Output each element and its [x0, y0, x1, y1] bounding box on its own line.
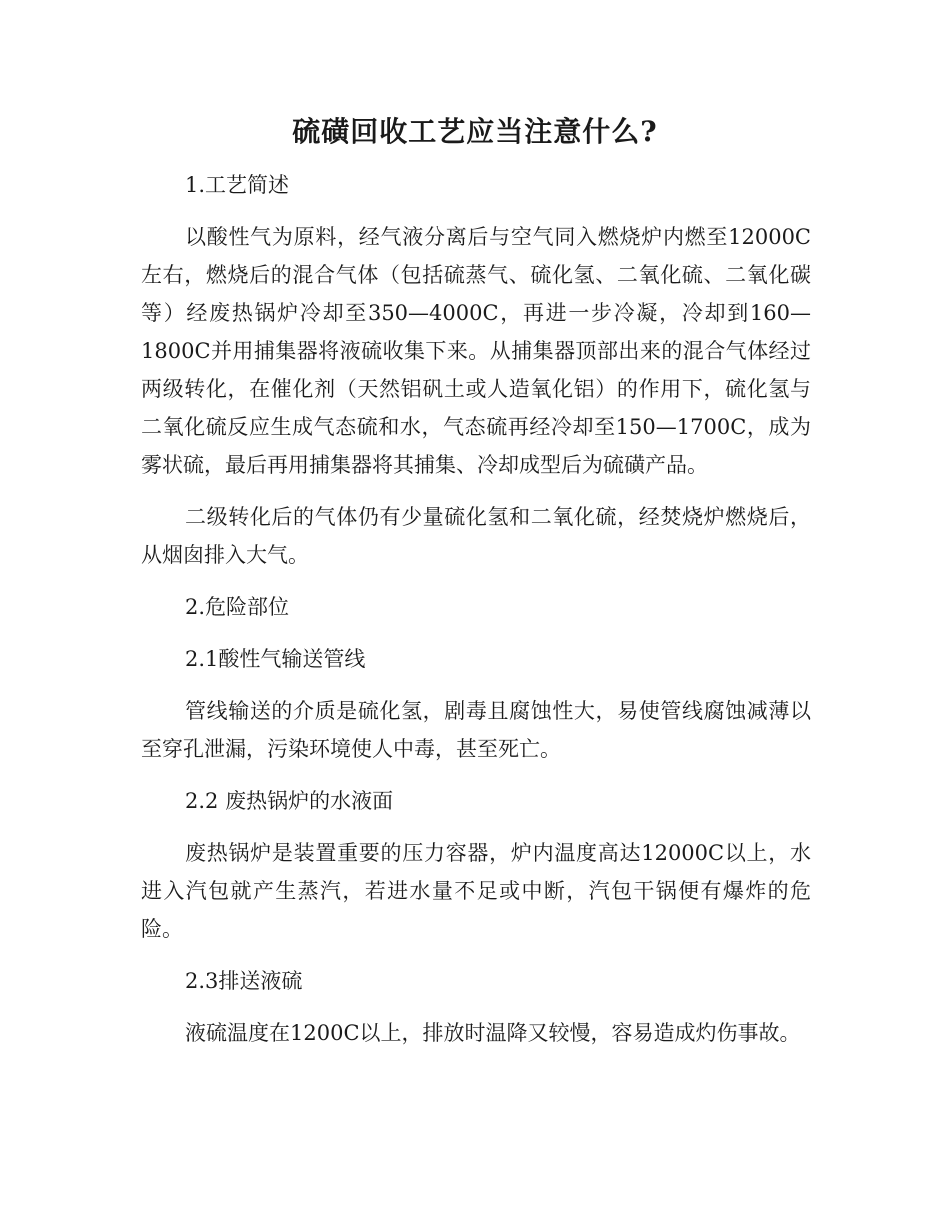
paragraph-liquid-sulfur-discharge: 液硫温度在1200C以上，排放时温降又较慢，容易造成灼伤事故。 — [185, 1021, 801, 1045]
paragraph-waste-heat-boiler: 废热锅炉是装置重要的压力容器，炉内温度高达12000C以上，水进入汽包就产生蒸汽，若进水量不足或中断，汽包干锅便有爆炸的危险。 — [141, 841, 811, 941]
subsection-heading-2-3: 2.3排送液硫 — [185, 969, 303, 993]
paragraph-secondary-conversion: 二级转化后的气体仍有少量硫化氢和二氧化硫，经焚烧炉燃烧后，从烟囱排入大气。 — [141, 505, 811, 567]
paragraph-process-overview: 以酸性气为原料，经气液分离后与空气同入燃烧炉内燃至12000C左右，燃烧后的混合气体（包括硫蒸气、硫化氢、二氧化硫、二氧化碳等）经废热锅炉冷却至350—4000C，再进一步冷凝，冷却到160—1800C并用捕集器将液硫收集下来。从捕集器顶部出来的混合气体经过两级转化，在催化剂（天然铝矾土或人造氧化铝）的作用下，硫化氢与二氧化硫反应生成气态硫和水，气态硫再经冷却至150—1700C，成为雾状硫，最后再用捕集器将其捕集、冷却成型后为硫磺产品。 — [141, 225, 811, 477]
page-title: 硫磺回收工艺应当注意什么? — [292, 115, 658, 148]
document-body — [141, 166, 811, 1066]
paragraph-acid-gas-pipeline: 管线输送的介质是硫化氢，剧毒且腐蚀性大，易使管线腐蚀减薄以至穿孔泄漏，污染环境使人中毒，甚至死亡。 — [141, 699, 811, 761]
subsection-heading-2-2: 2.2 废热锅炉的水液面 — [185, 789, 394, 813]
subsection-heading-2-1: 2.1酸性气输送管线 — [185, 647, 366, 671]
section-heading-2: 2.危险部位 — [185, 595, 290, 619]
section-heading-1: 1.工艺简述 — [185, 173, 290, 197]
